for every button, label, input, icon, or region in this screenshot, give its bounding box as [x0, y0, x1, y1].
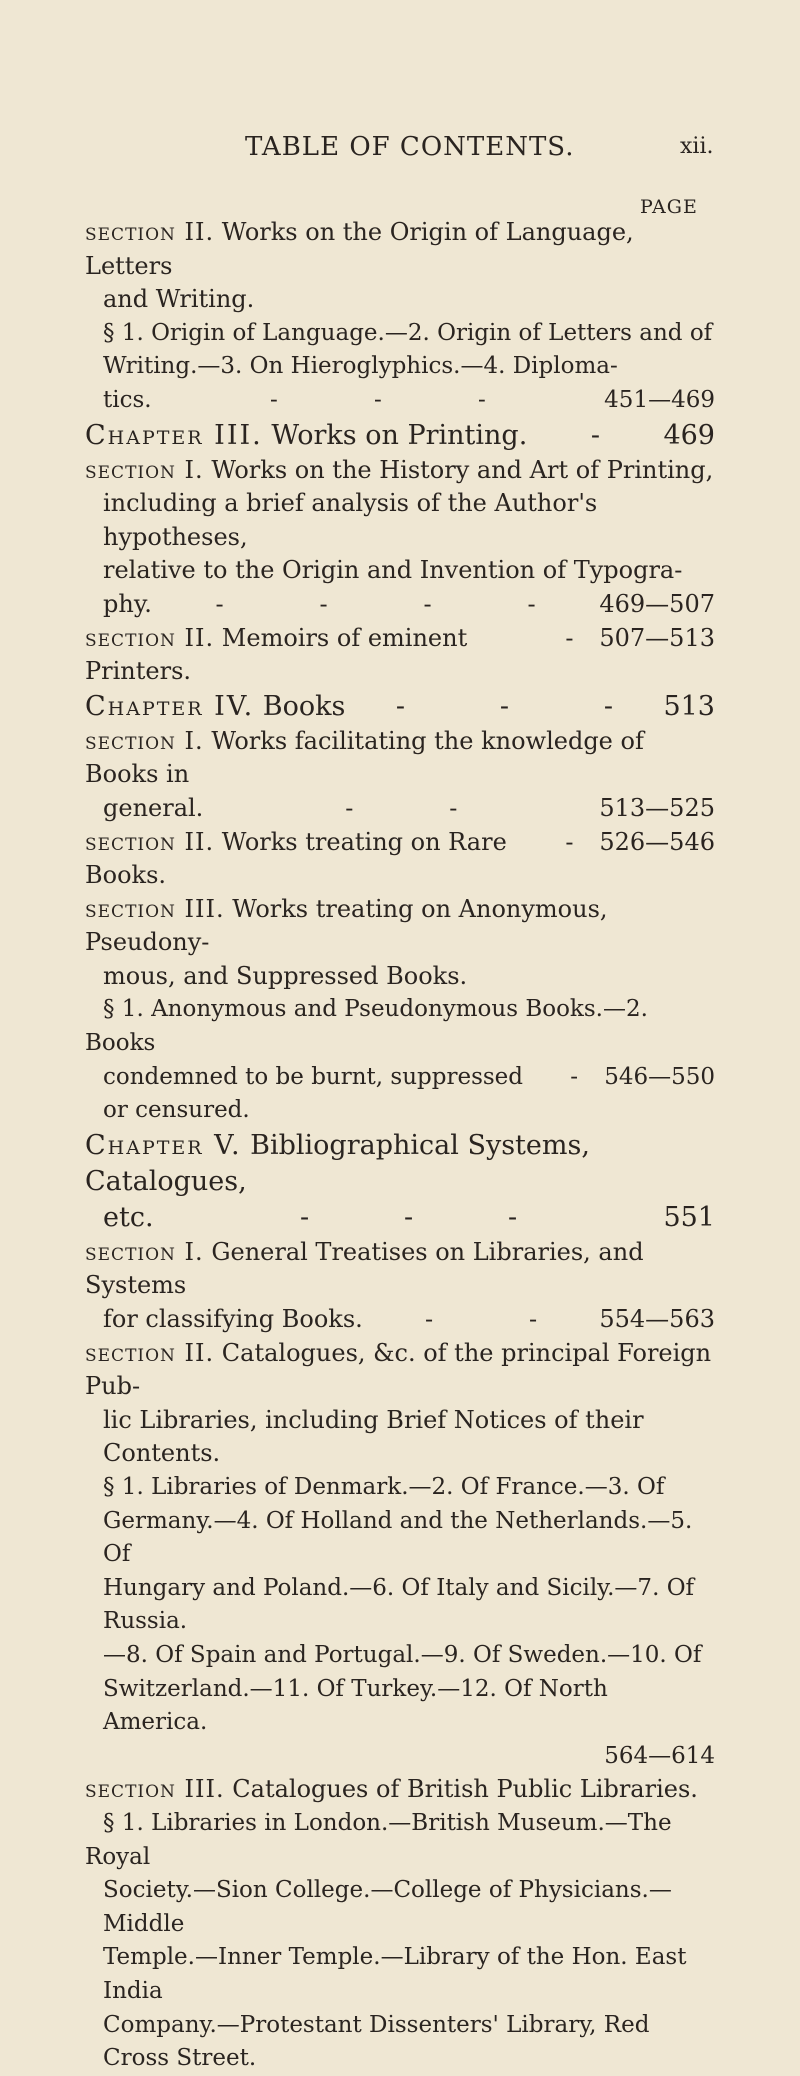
toc-line: —8. Of Spain and Portugal.—9. Of Sweden.—10. Of: [103, 1641, 702, 1668]
page-range: 551: [663, 1201, 715, 1233]
toc-line-final: [85, 588, 715, 622]
toc-line: Writing.—3. On Hieroglyphics.—4. Diploma-: [103, 353, 618, 380]
toc-chapter: [85, 418, 715, 454]
toc-text: Books: [262, 690, 346, 722]
toc-line: lic Libraries, including Brief Notices of their Contents.: [103, 1405, 644, 1468]
leader-dashes: [319, 792, 483, 826]
toc-text: Works treating on Rare Books.: [85, 827, 507, 890]
toc-line-text: Works on the History and Art of Printing,: [211, 455, 714, 484]
leader-dash: -: [215, 589, 224, 618]
page-range: 513: [663, 690, 715, 722]
leader-dash: -: [319, 589, 328, 618]
leader-dash: -: [507, 1201, 518, 1233]
toc-line-text: Catalogues of British Public Libraries.: [232, 1775, 698, 1804]
toc-prefix: Chapter V.: [85, 1129, 242, 1161]
toc-final-text: for classifying Books.: [103, 1305, 363, 1334]
page-range: 507—513: [599, 623, 715, 652]
leader-dashes: [275, 1200, 543, 1236]
toc-line: § 1. Libraries of Denmark.—2. Of France.—3. Of: [103, 1474, 665, 1500]
toc-prefix: section II.: [85, 827, 215, 856]
toc-subentry: [85, 993, 715, 1127]
toc-prefix: section III.: [85, 1775, 225, 1804]
leader-dash: -: [403, 1201, 414, 1233]
leader-dash: -: [425, 1305, 434, 1334]
toc-line-final: [85, 384, 715, 418]
leader-dash: -: [565, 623, 574, 652]
toc-prefix: section II.: [85, 218, 215, 246]
toc-chapter: [85, 1128, 715, 1236]
toc-section: [85, 1236, 715, 1337]
toc-line: Germany.—4. Of Holland and the Netherlands.—5. Of: [103, 1507, 693, 1568]
toc-line-final: [85, 1200, 715, 1236]
toc-line: Society.—Sion College.—College of Physicians.—Middle: [103, 1877, 672, 1937]
leader-dashes: [539, 622, 599, 656]
leader-dashes: [544, 1061, 604, 1095]
toc-line: [85, 1236, 715, 1303]
page-column-label: PAGE: [640, 196, 698, 218]
leader-dash: -: [527, 589, 536, 618]
leader-dash: -: [570, 1063, 579, 1090]
toc-line: [85, 216, 715, 283]
toc-line-text: Works treating on Anonymous, Pseudony-: [85, 894, 608, 957]
toc-line: and Writing.: [103, 285, 255, 314]
toc-line-final: [85, 1740, 715, 1774]
toc-subentry: [85, 1807, 715, 2076]
toc-prefix: section II.: [85, 623, 215, 652]
toc-line-text: Bibliographical Systems, Catalogues,: [85, 1129, 590, 1197]
toc-line: § 1. Libraries in London.—British Museum.—The Royal: [85, 1809, 672, 1870]
toc-line: [85, 1773, 715, 1807]
page-range: 554—563: [599, 1305, 715, 1334]
toc-line-text: General Treatises on Libraries, and Systems: [85, 1237, 644, 1300]
leader-dash: -: [270, 386, 278, 413]
leader-dash: -: [499, 690, 509, 722]
page-range: 513—525: [599, 793, 715, 822]
leader-dashes: [190, 588, 562, 622]
toc-line: § 1. Anonymous and Pseudonymous Books.—2. Books: [85, 996, 648, 1057]
toc-line: [85, 725, 715, 792]
toc-line: [85, 893, 715, 960]
toc-section: [85, 1337, 715, 1471]
toc-final-text: condemned to be burnt, suppressed or censured.: [103, 1063, 524, 1124]
leader-dashes: [399, 1303, 563, 1337]
toc-line-text: Works facilitating the knowledge of Books in: [85, 726, 644, 789]
toc-subentry: [85, 317, 715, 418]
toc-prefix: section I.: [85, 455, 204, 484]
page-range: 469: [663, 419, 715, 451]
toc-line-text: Catalogues, &c. of the principal Foreign Pub-: [85, 1338, 712, 1401]
leader-dash: -: [529, 1305, 538, 1334]
toc-final-text: etc.: [103, 1201, 154, 1233]
toc-section: [85, 1773, 715, 1807]
toc-prefix: Chapter III.: [85, 419, 263, 451]
leader-dash: -: [395, 690, 405, 722]
leader-dash: -: [345, 793, 354, 822]
page-range: 564—614: [604, 1742, 715, 1769]
toc-section: [85, 622, 715, 689]
toc-prefix: section I.: [85, 726, 204, 755]
toc-line: Switzerland.—11. Of Turkey.—12. Of North America.: [103, 1675, 608, 1736]
toc-final-text: [85, 418, 527, 454]
toc-prefix: section II.: [85, 1338, 215, 1367]
header-page-number: xii.: [680, 134, 714, 159]
toc-subentry: [85, 1471, 715, 1773]
leader-dash: -: [299, 1201, 310, 1233]
toc-final-text: general.: [103, 793, 204, 822]
toc-final-text: tics.: [103, 386, 152, 413]
leader-dash: -: [603, 690, 613, 722]
page-range: 469—507: [599, 589, 715, 618]
toc-section: [85, 454, 715, 622]
toc-line-final: [85, 826, 715, 893]
leader-dash: -: [374, 386, 382, 413]
toc-section: [85, 725, 715, 826]
toc-section: [85, 893, 715, 994]
toc-line-final: [85, 418, 715, 454]
toc-line-final: [85, 622, 715, 689]
toc-line: § 1. Origin of Language.—2. Origin of Letters and of: [103, 319, 713, 346]
toc-body: [85, 216, 715, 2076]
toc-line: Hungary and Poland.—6. Of Italy and Sicily.—7. Of Russia.: [103, 1574, 695, 1635]
toc-section: [85, 826, 715, 893]
leader-dash: -: [565, 827, 574, 856]
toc-line: [85, 1337, 715, 1404]
leader-dash: -: [478, 386, 486, 413]
page-range: 546—550: [604, 1063, 715, 1090]
toc-text: Works on Printing.: [271, 419, 528, 451]
toc-line-final: [85, 1303, 715, 1337]
header-title: TABLE OF CONTENTS.: [245, 132, 575, 162]
leader-dash: -: [449, 793, 458, 822]
leader-dashes: [565, 418, 625, 454]
leader-dashes: [539, 826, 599, 860]
toc-line: relative to the Origin and Invention of Typogra-: [103, 556, 683, 585]
leader-dash: -: [423, 589, 432, 618]
toc-chapter: [85, 689, 715, 725]
toc-line-text: Works on the Origin of Language, Letters: [85, 218, 634, 280]
running-header: [0, 132, 800, 168]
page-range: 451—469: [604, 386, 715, 413]
toc-line: Company.—Protestant Dissenters' Library, Red Cross Street.: [103, 2011, 650, 2072]
toc-line-final: [85, 792, 715, 826]
page-range: 526—546: [599, 827, 715, 856]
toc-text: Memoirs of eminent Printers.: [85, 623, 468, 686]
toc-prefix: Chapter IV.: [85, 690, 255, 722]
toc-section: [85, 216, 715, 317]
toc-final-text: [85, 689, 345, 725]
toc-line: [85, 1128, 715, 1200]
toc-final-text: phy.: [103, 589, 152, 618]
toc-line: [85, 454, 715, 488]
toc-line-final: [85, 689, 715, 725]
leader-dash: -: [590, 419, 600, 451]
toc-prefix: section I.: [85, 1237, 204, 1266]
toc-prefix: section III.: [85, 894, 225, 923]
toc-line: mous, and Suppressed Books.: [103, 961, 468, 990]
toc-line-final: [85, 1061, 715, 1128]
leader-dashes: [244, 384, 512, 418]
leader-dashes: [370, 689, 638, 725]
toc-final-text: [85, 622, 539, 689]
toc-line: Temple.—Inner Temple.—Library of the Hon. East India: [103, 1944, 687, 2004]
toc-line: including a brief analysis of the Author's hypotheses,: [103, 489, 598, 551]
toc-final-text: [85, 826, 539, 893]
